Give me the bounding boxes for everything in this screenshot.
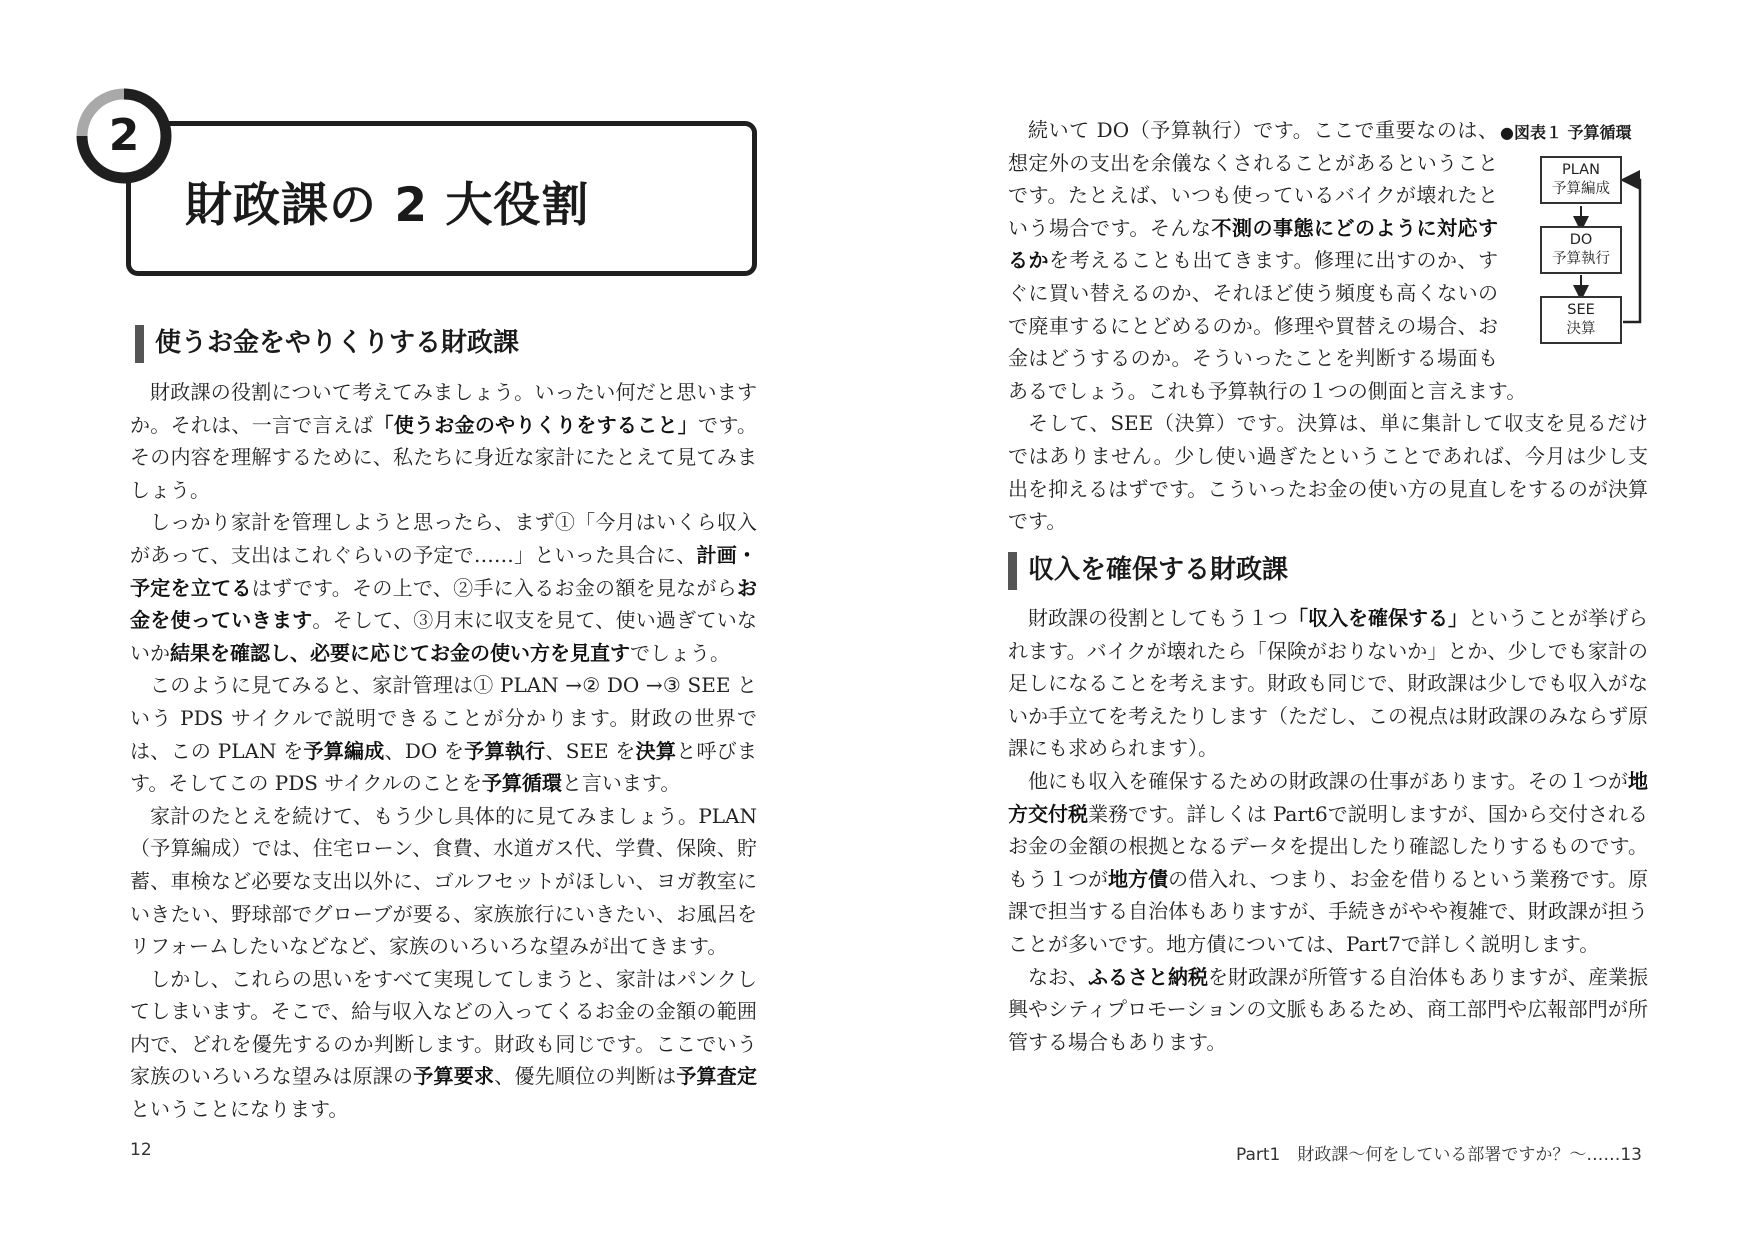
emphasis-text: 「使うお金のやりくりをすること」 <box>373 412 699 437</box>
body-text: 家計のたとえを続けて、もう少し具体的に見てみましょう。PLAN（予算編成）では、住宅ローン、食費、水道ガス代、学費、保険、貯蓄、車検など必要な支出以外に、ゴルフセットがほしい、ヨガ教室にいきたい、野球部でグローブが要る、家族旅行にいきたい、お風呂をリフォームしたいなどなど、家族のいろいろな望みが出てきます。 <box>130 803 757 959</box>
body-text: です。その内容を理解するために、私たちに身近な家計にたとえて見てみましょう。 <box>130 412 758 502</box>
figure-box-plan-label: PLAN <box>1562 162 1600 178</box>
body-text: 、SEE を <box>545 738 636 763</box>
paragraph <box>1008 765 1648 961</box>
body-text: の借入れ、つまり、お金を借りるという業務です。原課で担当する自治体もありますが、手続きがやや複雑で、財政課が担うことが多いです。地方債については、Part7で詳しく説明します。 <box>1008 866 1649 956</box>
section-heading-revenue: 収入を確保する財政課 <box>1008 550 1288 590</box>
figure-box-do-label: DO <box>1569 232 1593 248</box>
emphasis-text: 予算査定 <box>676 1064 758 1089</box>
paragraph <box>1008 407 1648 537</box>
chapter-number: 2 <box>108 110 140 161</box>
emphasis-text: ふるさと納税 <box>1088 964 1208 989</box>
body-text: 、DO を <box>384 738 465 763</box>
body-text: と呼びます。そしてこの PDS サイクルのことを <box>130 738 758 796</box>
emphasis-text: 「収入を確保する」 <box>1288 606 1468 630</box>
emphasis-text: お金を使っていきます <box>130 575 757 633</box>
emphasis-text: 地方交付税 <box>1008 768 1648 826</box>
paragraph <box>1008 602 1648 765</box>
figure-box-see-label: SEE <box>1567 302 1595 318</box>
figure-box-do-sublabel: 予算執行 <box>1552 251 1610 267</box>
emphasis-text: 予算執行 <box>464 738 546 763</box>
figure-box-see-sublabel: 決算 <box>1566 321 1596 337</box>
emphasis-text: 予算編成 <box>303 738 385 763</box>
body-text: 続いて DO（予算執行）です。ここで重要なのは、想定外の支出を余儀なくされることがあるということです。たとえば、いつも使っているバイクが壊れたという場合です。そんな <box>1008 118 1498 240</box>
paragraph <box>130 376 757 506</box>
paragraph <box>130 506 757 669</box>
paragraph <box>130 669 757 799</box>
emphasis-text: 予算要求 <box>413 1064 495 1089</box>
figure-box-plan-sublabel: 予算編成 <box>1552 181 1610 197</box>
figure-box-do <box>1540 226 1622 274</box>
body-text: ということになります。 <box>130 1097 349 1122</box>
body-text: を考えることも出てきます。修理に出すのか、すぐに買い替えるのか、それほど使う頻度も高くないので廃車するにとどめるのか。修理や買替えの場合、お金はどうするのか。そういったことを判断する場面もあるでしょう。これも予算執行の１つの側面と言えます。 <box>1008 248 1527 403</box>
body-text: でしょう。 <box>630 640 730 665</box>
chapter-title: 財政課の 2 大役割 <box>185 178 590 233</box>
body-text: 。そして、③月末に収支を見て、使い過ぎていないか <box>130 608 758 665</box>
figure-box-see <box>1540 296 1622 344</box>
body-text: 業務です。詳しくは Part6で説明しますが、国から交付されるお金の金額の根拠となるデータを提出したり確認したりするものです。もう１つが <box>1008 801 1649 891</box>
emphasis-text: 不測の事態にどのように対応するか <box>1008 215 1499 273</box>
body-text: 財政課の役割としてもう１つ <box>1028 606 1288 630</box>
body-text: そして、SEE（決算）です。決算は、単に集計して収支を見るだけではありません。少し使い過ぎたということであれば、今月は少し支出を抑えるはずです。こういったお金の使い方の見直しをするのが決算です。 <box>1008 411 1648 534</box>
body-text: なお、 <box>1028 964 1088 989</box>
figure-title: ●図表１ 予算循環 <box>1500 123 1632 142</box>
right-body-text <box>1008 602 1648 1058</box>
emphasis-text: 決算 <box>635 738 677 763</box>
page-footer-right: Part1 財政課〜何をしている部署ですか？〜……13 <box>1235 1145 1642 1165</box>
body-text: 他にも収入を確保するための財政課の仕事があります。その１つが <box>1028 768 1628 793</box>
body-text: 、優先順位の判断は <box>494 1064 677 1089</box>
section-heading-spending: 使うお金をやりくりする財政課 <box>135 323 519 363</box>
body-text: を財政課が所管する自治体もありますが、産業振興やシティプロモーションの文脈もあるため、商工部門や広報部門が所管する場合もあります。 <box>1008 964 1648 1054</box>
body-text: このように見てみると、家計管理は① PLAN →② DO →③ SEE という PDS サイクルで説明できることが分かります。財政の世界では、この PLAN を <box>130 673 757 763</box>
body-text: しかし、これらの思いをすべて実現してしまうと、家計はパンクしてしまいます。そこで、給与収入などの入ってくるお金の金額の範囲内で、どれを優先するのか判断します。財政も同じです。ここでいう家族のいろいろな望みは原課の <box>130 966 757 1089</box>
emphasis-text: 結果を確認し、必要に応じてお金の使い方を見直す <box>170 640 630 665</box>
body-text: 財政課の役割について考えてみましょう。いったい何だと思いますか。それは、一言で言えば <box>130 380 757 437</box>
body-text: と言います。 <box>561 771 681 796</box>
body-text: はずです。その上で、②手に入るお金の額を見ながら <box>251 575 737 600</box>
page-number-left: 12 <box>130 1140 152 1160</box>
emphasis-text: 予算循環 <box>481 771 562 796</box>
body-text: ということが挙げられます。バイクが壊れたら「保険がおりないか」とか、少しでも家計の足しになることを考えます。財政も同じで、財政課は少しでも収入がないか手立てを考えたりします（ただし、この視点は財政課のみならず原課にも求められます）。 <box>1008 606 1648 761</box>
figure-box-plan <box>1540 156 1622 204</box>
body-text: しっかり家計を管理しようと思ったら、まず①「今月はいくら収入があって、支出はこれぐらいの予定で……」といった具合に、 <box>130 510 757 567</box>
emphasis-text: 地方債 <box>1108 866 1169 891</box>
paragraph <box>1008 961 1648 1059</box>
paragraph <box>130 800 757 963</box>
paragraph <box>130 963 757 1126</box>
emphasis-text: 計画・予定を立てる <box>130 542 758 600</box>
left-body-text <box>130 376 757 1126</box>
